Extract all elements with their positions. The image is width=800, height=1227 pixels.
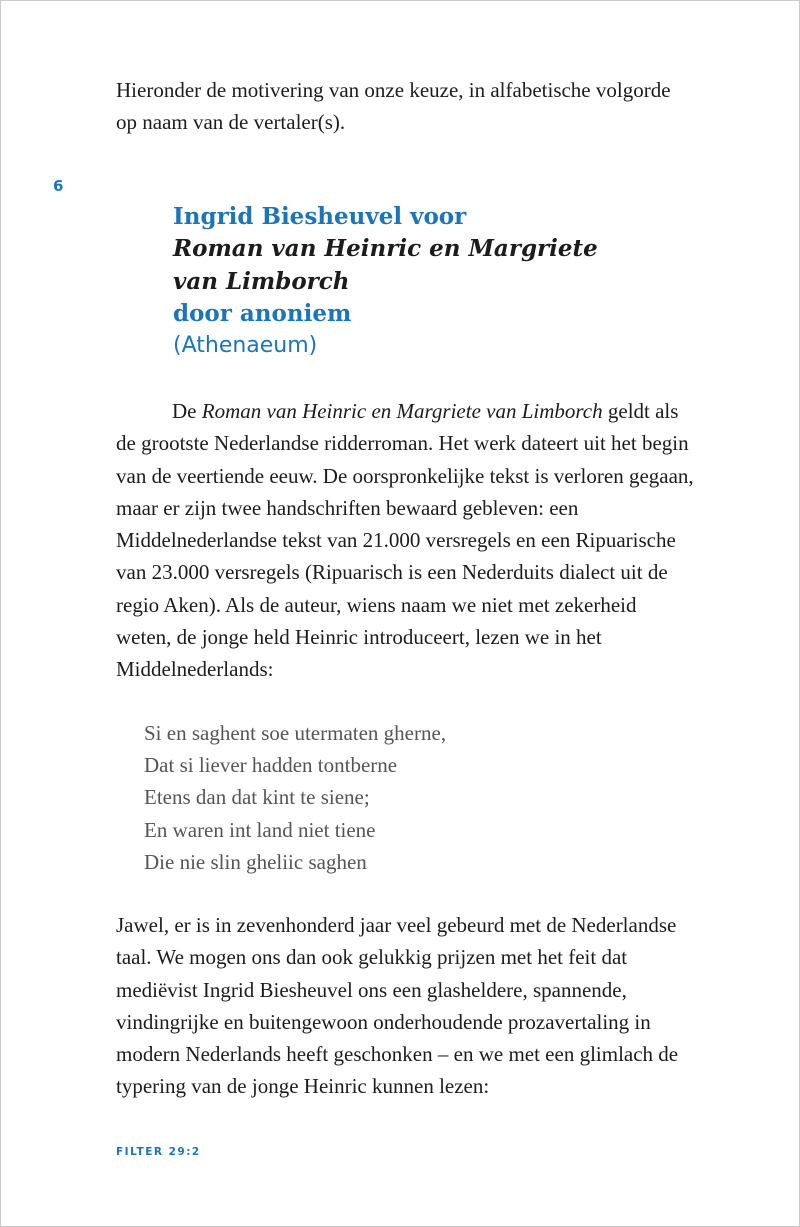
paragraph-1-rest: geldt als de grootste Nederlandse ridderroman. Het werk dateert uit het begin van de veertiende eeuw. De oorspronkelijke tekst is verloren gegaan, maar er zijn twee handschriften bewaard gebleven: een Middelnederlandse tekst van 21.000 versregels en een Ripuarische van 23.000 versregels (Ripuarisch is een Nederduits dialect uit de regio Aken). Als de auteur, wiens naam we niet met zekerheid weten, de jonge held Heinric introduceert, lezen we in het Middelnederlands:: [116, 399, 694, 682]
heading-title-line-2: van Limborch: [173, 267, 350, 295]
entry-heading: [173, 201, 693, 362]
paragraph-1-book-title: Roman van Heinric en Margriete van Limborch: [201, 399, 603, 423]
verse-line: En waren int land niet tiene: [144, 817, 376, 842]
heading-author: door anoniem: [173, 299, 352, 327]
page-number: 6: [53, 177, 64, 195]
body-paragraph-2: Jawel, er is in zevenhonderd jaar veel gebeurd met de Nederlandse taal. We mogen ons dan ook gelukkig prijzen met het feit dat mediëvist Ingrid Biesheuvel ons een glasheldere, spannende, vindingrijke en buitengewoon onderhoudende prozavertaling in modern Nederlands heeft geschonken – en we met een glimlach de typering van de jonge Heinric kunnen lezen:: [116, 913, 679, 1099]
verse-line: Die nie slin gheliic saghen: [144, 849, 367, 874]
paragraph-1-lead: De: [172, 399, 202, 423]
heading-title-line-1: Roman van Heinric en Margriete: [173, 235, 598, 263]
verse-quotation: [144, 717, 446, 878]
verse-line: Dat si liever hadden tontberne: [144, 753, 398, 778]
footer-journal-issue: FILTER 29:2: [116, 1146, 201, 1158]
intro-paragraph: Hieronder de motivering van onze keuze, in alfabetische volgorde op naam van de vertaler(s).: [116, 78, 671, 135]
body-paragraph-1: [116, 395, 696, 686]
heading-publisher: (Athenaeum): [173, 333, 318, 359]
verse-line: Si en saghent soe utermaten gherne,: [144, 721, 447, 745]
heading-translator: Ingrid Biesheuvel voor: [173, 203, 467, 230]
verse-line: Etens dan dat kint te siene;: [144, 785, 370, 810]
